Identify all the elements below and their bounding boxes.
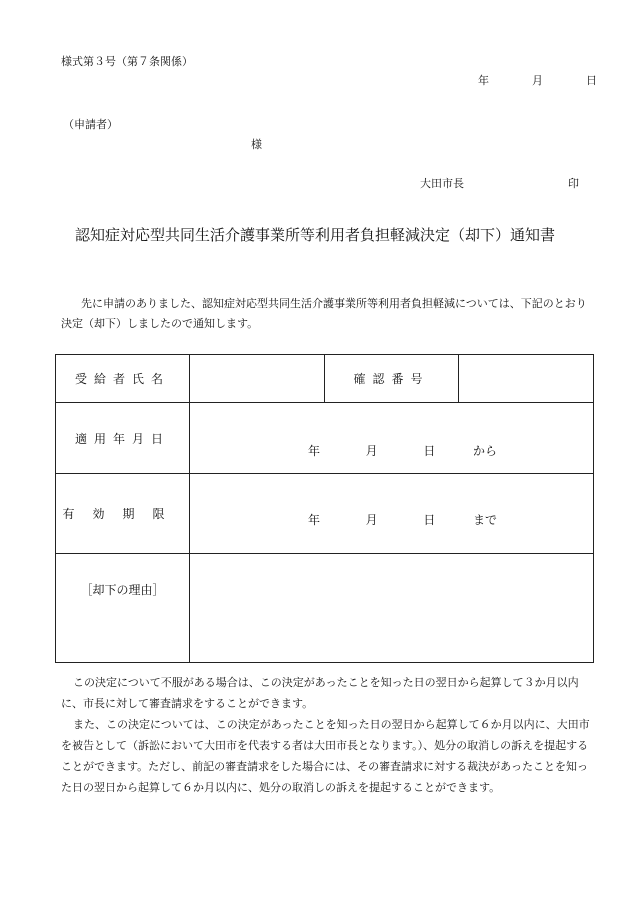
apply-date-year: 年: [308, 444, 321, 458]
issue-date-year: 年: [478, 74, 489, 87]
appeal-note-1: この決定について不服がある場合は、この決定があったことを知った日の翌日から起算して３か月以内に、市長に対して審査請求をすることができます。: [61, 676, 579, 710]
applicant-label: （申請者）: [63, 118, 118, 131]
issue-date: [478, 72, 597, 88]
intro-text: 先に申請のありました、認知症対応型共同生活介護事業所等利用者負担軽減については、下記のとおり決定（却下）しましたので通知します。: [61, 297, 587, 330]
validity-year: 年: [308, 513, 321, 527]
decision-table: [55, 354, 594, 663]
appeal-notes: [61, 672, 593, 798]
table-row-recipient: [56, 355, 594, 403]
seal-mark: 印: [568, 177, 579, 190]
validity-label: 有効期限: [56, 474, 190, 554]
table-row-validity: [56, 474, 594, 554]
validity-field[interactable]: [190, 474, 594, 554]
apply-date-suffix: から: [473, 444, 498, 458]
appeal-note-2: また、この決定については、この決定があったことを知った日の翌日から起算して６か月以内に、大田市を被告として（訴訟において大田市を代表する者は大田市長となります。）、処分の取消しの訴えを提起することができます。ただし、前記の審査請求をした場合には、その審査請求に対する裁決があったことを知った日の翌日から起算して６か月以内に、処分の取消しの訴えを提起することができます。: [61, 718, 590, 794]
validity-month: 月: [365, 513, 378, 527]
apply-date-day: 日: [423, 444, 436, 458]
recipient-name-label: 受給者氏名: [56, 355, 190, 403]
document-title: 認知症対応型共同生活介護事業所等利用者負担軽減決定（却下）通知書: [74, 226, 555, 244]
confirmation-number-field[interactable]: [459, 355, 594, 403]
validity-day: 日: [423, 513, 436, 527]
reason-label: ［却下の理由］: [56, 554, 190, 663]
validity-suffix: まで: [473, 513, 498, 527]
apply-date-month: 月: [365, 444, 378, 458]
reason-field[interactable]: [190, 554, 594, 663]
issue-date-month: 月: [532, 74, 543, 87]
issue-date-day: 日: [586, 74, 597, 87]
mayor-name: 大田市長: [420, 177, 464, 190]
honorific: 様: [251, 138, 262, 151]
apply-date-field[interactable]: [190, 403, 594, 474]
form-number: 様式第３号（第７条関係）: [61, 55, 193, 68]
apply-date-label: 適用年月日: [56, 403, 190, 474]
recipient-name-field[interactable]: [190, 355, 325, 403]
table-row-reason: [56, 554, 594, 663]
confirmation-number-label: 確認番号: [325, 355, 459, 403]
table-row-apply-date: [56, 403, 594, 474]
